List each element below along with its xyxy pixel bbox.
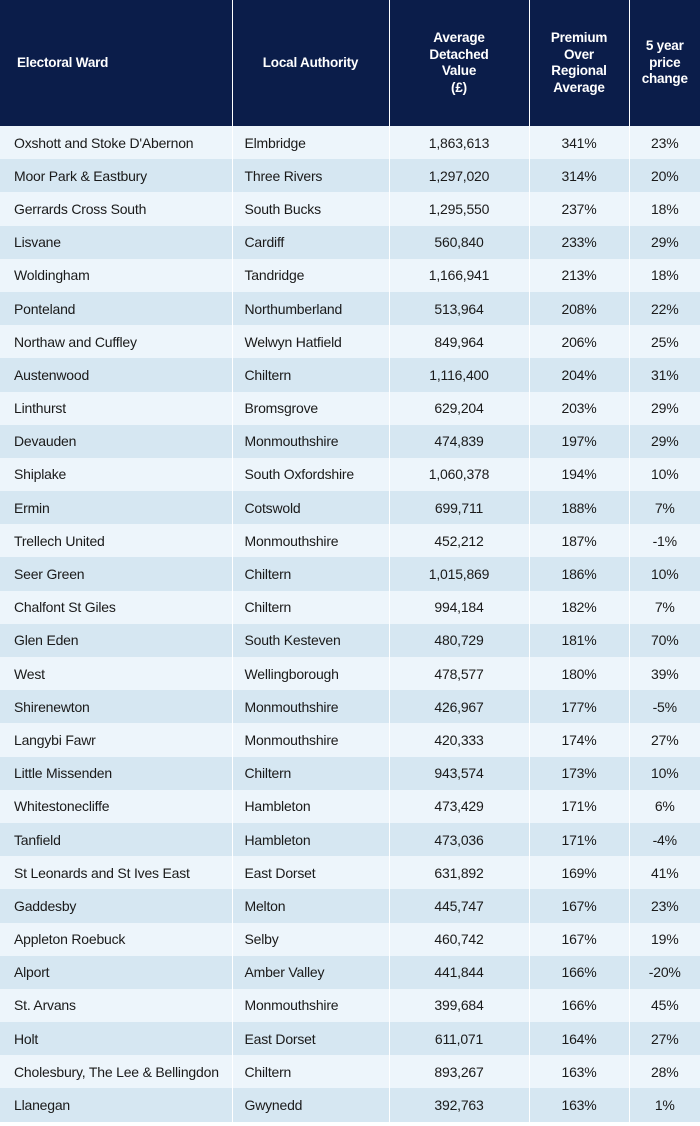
cell-local-authority: Selby bbox=[232, 923, 389, 956]
table-row bbox=[0, 292, 700, 325]
cell-premium-over-regional-average: 163% bbox=[529, 1055, 629, 1088]
table-row bbox=[0, 790, 700, 823]
cell-average-detached-value: 1,297,020 bbox=[389, 159, 529, 192]
cell-average-detached-value: 480,729 bbox=[389, 624, 529, 657]
table-row bbox=[0, 989, 700, 1022]
cell-premium-over-regional-average: 187% bbox=[529, 524, 629, 557]
table-row bbox=[0, 856, 700, 889]
cell-local-authority: Tandridge bbox=[232, 259, 389, 292]
cell-electoral-ward: Moor Park & Eastbury bbox=[0, 159, 232, 192]
cell-average-detached-value: 1,295,550 bbox=[389, 192, 529, 225]
table-header bbox=[0, 0, 700, 126]
cell-average-detached-value: 420,333 bbox=[389, 723, 529, 756]
cell-electoral-ward: Appleton Roebuck bbox=[0, 923, 232, 956]
cell-5-year-price-change: 6% bbox=[629, 790, 700, 823]
cell-5-year-price-change: -4% bbox=[629, 823, 700, 856]
header-local-authority bbox=[232, 0, 389, 126]
cell-premium-over-regional-average: 164% bbox=[529, 1022, 629, 1055]
cell-local-authority: South Kesteven bbox=[232, 624, 389, 657]
cell-5-year-price-change: 19% bbox=[629, 923, 700, 956]
header-line: price bbox=[649, 54, 681, 70]
cell-5-year-price-change: 39% bbox=[629, 657, 700, 690]
table-row bbox=[0, 126, 700, 159]
table-row bbox=[0, 392, 700, 425]
cell-premium-over-regional-average: 206% bbox=[529, 325, 629, 358]
cell-5-year-price-change: 10% bbox=[629, 557, 700, 590]
cell-electoral-ward: Trellech United bbox=[0, 524, 232, 557]
cell-electoral-ward: Woldingham bbox=[0, 259, 232, 292]
cell-average-detached-value: 399,684 bbox=[389, 989, 529, 1022]
table-row bbox=[0, 425, 700, 458]
cell-average-detached-value: 452,212 bbox=[389, 524, 529, 557]
cell-average-detached-value: 474,839 bbox=[389, 425, 529, 458]
cell-premium-over-regional-average: 163% bbox=[529, 1088, 629, 1121]
cell-premium-over-regional-average: 167% bbox=[529, 889, 629, 922]
cell-electoral-ward: Llanegan bbox=[0, 1088, 232, 1121]
table-row bbox=[0, 458, 700, 491]
cell-premium-over-regional-average: 171% bbox=[529, 790, 629, 823]
cell-average-detached-value: 478,577 bbox=[389, 657, 529, 690]
header-line: (£) bbox=[451, 79, 467, 95]
cell-5-year-price-change: 23% bbox=[629, 889, 700, 922]
cell-premium-over-regional-average: 194% bbox=[529, 458, 629, 491]
cell-electoral-ward: Gerrards Cross South bbox=[0, 192, 232, 225]
cell-local-authority: Wellingborough bbox=[232, 657, 389, 690]
cell-electoral-ward: Linthurst bbox=[0, 392, 232, 425]
cell-5-year-price-change: 22% bbox=[629, 292, 700, 325]
cell-local-authority: Welwyn Hatfield bbox=[232, 325, 389, 358]
cell-electoral-ward: Seer Green bbox=[0, 557, 232, 590]
header-premium-over-regional-average bbox=[529, 0, 629, 126]
cell-local-authority: Amber Valley bbox=[232, 956, 389, 989]
cell-electoral-ward: Lisvane bbox=[0, 226, 232, 259]
cell-electoral-ward: Devauden bbox=[0, 425, 232, 458]
cell-average-detached-value: 631,892 bbox=[389, 856, 529, 889]
cell-5-year-price-change: 29% bbox=[629, 392, 700, 425]
header-line: Electoral Ward bbox=[17, 54, 109, 70]
cell-premium-over-regional-average: 174% bbox=[529, 723, 629, 756]
cell-local-authority: Hambleton bbox=[232, 823, 389, 856]
table-row bbox=[0, 1088, 700, 1121]
table-row bbox=[0, 757, 700, 790]
cell-average-detached-value: 1,863,613 bbox=[389, 126, 529, 159]
table-row bbox=[0, 1055, 700, 1088]
cell-premium-over-regional-average: 213% bbox=[529, 259, 629, 292]
cell-5-year-price-change: 23% bbox=[629, 126, 700, 159]
cell-electoral-ward: Ponteland bbox=[0, 292, 232, 325]
cell-premium-over-regional-average: 208% bbox=[529, 292, 629, 325]
header-line: Over bbox=[564, 46, 594, 62]
cell-local-authority: Monmouthshire bbox=[232, 723, 389, 756]
cell-local-authority: Monmouthshire bbox=[232, 524, 389, 557]
cell-local-authority: East Dorset bbox=[232, 856, 389, 889]
header-line: Average bbox=[553, 79, 605, 95]
table-row bbox=[0, 259, 700, 292]
cell-5-year-price-change: 31% bbox=[629, 358, 700, 391]
table-row bbox=[0, 690, 700, 723]
header-line: Local Authority bbox=[262, 54, 359, 70]
cell-electoral-ward: Gaddesby bbox=[0, 889, 232, 922]
cell-local-authority: Monmouthshire bbox=[232, 690, 389, 723]
cell-electoral-ward: Ermin bbox=[0, 491, 232, 524]
cell-average-detached-value: 445,747 bbox=[389, 889, 529, 922]
cell-electoral-ward: Tanfield bbox=[0, 823, 232, 856]
cell-electoral-ward: West bbox=[0, 657, 232, 690]
cell-local-authority: Chiltern bbox=[232, 591, 389, 624]
header-line: change bbox=[641, 71, 688, 87]
table-row bbox=[0, 889, 700, 922]
cell-electoral-ward: Holt bbox=[0, 1022, 232, 1055]
cell-electoral-ward: St Leonards and St Ives East bbox=[0, 856, 232, 889]
cell-local-authority: Chiltern bbox=[232, 557, 389, 590]
table-row bbox=[0, 524, 700, 557]
cell-premium-over-regional-average: 341% bbox=[529, 126, 629, 159]
header-line: Average bbox=[433, 30, 485, 45]
cell-5-year-price-change: 70% bbox=[629, 624, 700, 657]
cell-electoral-ward: Alport bbox=[0, 956, 232, 989]
cell-average-detached-value: 513,964 bbox=[389, 292, 529, 325]
cell-average-detached-value: 1,015,869 bbox=[389, 557, 529, 590]
cell-electoral-ward: Cholesbury, The Lee & Bellingdon bbox=[0, 1055, 232, 1088]
cell-premium-over-regional-average: 181% bbox=[529, 624, 629, 657]
table-row bbox=[0, 823, 700, 856]
cell-5-year-price-change: -1% bbox=[629, 524, 700, 557]
cell-premium-over-regional-average: 166% bbox=[529, 956, 629, 989]
cell-5-year-price-change: 18% bbox=[629, 192, 700, 225]
cell-premium-over-regional-average: 237% bbox=[529, 192, 629, 225]
cell-5-year-price-change: 27% bbox=[629, 1022, 700, 1055]
header-5-year-price-change bbox=[629, 0, 700, 126]
cell-average-detached-value: 1,060,378 bbox=[389, 458, 529, 491]
table-row bbox=[0, 1022, 700, 1055]
cell-electoral-ward: Austenwood bbox=[0, 358, 232, 391]
cell-electoral-ward: Oxshott and Stoke D'Abernon bbox=[0, 126, 232, 159]
cell-average-detached-value: 473,036 bbox=[389, 823, 529, 856]
cell-local-authority: Gwynedd bbox=[232, 1088, 389, 1121]
cell-local-authority: Melton bbox=[232, 889, 389, 922]
cell-premium-over-regional-average: 203% bbox=[529, 392, 629, 425]
table-row bbox=[0, 491, 700, 524]
cell-5-year-price-change: 20% bbox=[629, 159, 700, 192]
cell-electoral-ward: St. Arvans bbox=[0, 989, 232, 1022]
table-row bbox=[0, 226, 700, 259]
cell-electoral-ward: Little Missenden bbox=[0, 757, 232, 790]
cell-5-year-price-change: 1% bbox=[629, 1088, 700, 1121]
cell-premium-over-regional-average: 186% bbox=[529, 557, 629, 590]
cell-average-detached-value: 699,711 bbox=[389, 491, 529, 524]
cell-5-year-price-change: 10% bbox=[629, 458, 700, 491]
cell-average-detached-value: 1,116,400 bbox=[389, 358, 529, 391]
cell-average-detached-value: 460,742 bbox=[389, 923, 529, 956]
header-electoral-ward bbox=[0, 0, 232, 126]
cell-premium-over-regional-average: 182% bbox=[529, 591, 629, 624]
cell-electoral-ward: Whitestonecliffe bbox=[0, 790, 232, 823]
cell-local-authority: South Bucks bbox=[232, 192, 389, 225]
cell-average-detached-value: 943,574 bbox=[389, 757, 529, 790]
table-row bbox=[0, 192, 700, 225]
cell-local-authority: Three Rivers bbox=[232, 159, 389, 192]
cell-local-authority: Chiltern bbox=[232, 358, 389, 391]
cell-average-detached-value: 560,840 bbox=[389, 226, 529, 259]
cell-average-detached-value: 441,844 bbox=[389, 956, 529, 989]
cell-average-detached-value: 473,429 bbox=[389, 790, 529, 823]
cell-local-authority: East Dorset bbox=[232, 1022, 389, 1055]
cell-5-year-price-change: 7% bbox=[629, 491, 700, 524]
cell-local-authority: South Oxfordshire bbox=[232, 458, 389, 491]
cell-5-year-price-change: 29% bbox=[629, 226, 700, 259]
cell-premium-over-regional-average: 204% bbox=[529, 358, 629, 391]
cell-local-authority: Chiltern bbox=[232, 1055, 389, 1088]
cell-local-authority: Bromsgrove bbox=[232, 392, 389, 425]
cell-average-detached-value: 994,184 bbox=[389, 591, 529, 624]
cell-premium-over-regional-average: 197% bbox=[529, 425, 629, 458]
cell-premium-over-regional-average: 177% bbox=[529, 690, 629, 723]
table-row bbox=[0, 723, 700, 756]
cell-5-year-price-change: 7% bbox=[629, 591, 700, 624]
cell-premium-over-regional-average: 233% bbox=[529, 226, 629, 259]
cell-premium-over-regional-average: 180% bbox=[529, 657, 629, 690]
table-row bbox=[0, 956, 700, 989]
cell-local-authority: Northumberland bbox=[232, 292, 389, 325]
cell-electoral-ward: Langybi Fawr bbox=[0, 723, 232, 756]
cell-5-year-price-change: 28% bbox=[629, 1055, 700, 1088]
table-body bbox=[0, 126, 700, 1122]
cell-electoral-ward: Glen Eden bbox=[0, 624, 232, 657]
table-row bbox=[0, 657, 700, 690]
cell-premium-over-regional-average: 171% bbox=[529, 823, 629, 856]
cell-5-year-price-change: 29% bbox=[629, 425, 700, 458]
cell-5-year-price-change: 25% bbox=[629, 325, 700, 358]
cell-premium-over-regional-average: 166% bbox=[529, 989, 629, 1022]
cell-average-detached-value: 1,166,941 bbox=[389, 259, 529, 292]
cell-local-authority: Hambleton bbox=[232, 790, 389, 823]
table-row bbox=[0, 923, 700, 956]
cell-premium-over-regional-average: 188% bbox=[529, 491, 629, 524]
cell-5-year-price-change: 45% bbox=[629, 989, 700, 1022]
cell-local-authority: Elmbridge bbox=[232, 126, 389, 159]
cell-average-detached-value: 849,964 bbox=[389, 325, 529, 358]
header-line: 5 year bbox=[645, 38, 684, 54]
cell-local-authority: Cotswold bbox=[232, 491, 389, 524]
cell-local-authority: Monmouthshire bbox=[232, 425, 389, 458]
table-row bbox=[0, 325, 700, 358]
cell-average-detached-value: 426,967 bbox=[389, 690, 529, 723]
table-row bbox=[0, 159, 700, 192]
cell-5-year-price-change: 41% bbox=[629, 856, 700, 889]
cell-average-detached-value: 611,071 bbox=[389, 1022, 529, 1055]
cell-electoral-ward: Chalfont St Giles bbox=[0, 591, 232, 624]
header-line: Value bbox=[441, 63, 477, 78]
cell-average-detached-value: 392,763 bbox=[389, 1088, 529, 1121]
cell-5-year-price-change: -5% bbox=[629, 690, 700, 723]
cell-local-authority: Chiltern bbox=[232, 757, 389, 790]
cell-average-detached-value: 893,267 bbox=[389, 1055, 529, 1088]
table-row bbox=[0, 624, 700, 657]
header-average-detached-value bbox=[389, 0, 529, 126]
cell-electoral-ward: Shiplake bbox=[0, 458, 232, 491]
cell-average-detached-value: 629,204 bbox=[389, 392, 529, 425]
cell-5-year-price-change: 18% bbox=[629, 259, 700, 292]
cell-5-year-price-change: -20% bbox=[629, 956, 700, 989]
cell-premium-over-regional-average: 169% bbox=[529, 856, 629, 889]
cell-premium-over-regional-average: 173% bbox=[529, 757, 629, 790]
table-row bbox=[0, 591, 700, 624]
header-line: Detached bbox=[429, 46, 489, 62]
cell-electoral-ward: Shirenewton bbox=[0, 690, 232, 723]
cell-local-authority: Monmouthshire bbox=[232, 989, 389, 1022]
cell-local-authority: Cardiff bbox=[232, 226, 389, 259]
cell-5-year-price-change: 27% bbox=[629, 723, 700, 756]
table-row bbox=[0, 358, 700, 391]
header-line: Regional bbox=[551, 63, 607, 78]
header-row bbox=[0, 0, 700, 126]
header-line: Premium bbox=[550, 30, 608, 45]
cell-electoral-ward: Northaw and Cuffley bbox=[0, 325, 232, 358]
table-row bbox=[0, 557, 700, 590]
cell-5-year-price-change: 10% bbox=[629, 757, 700, 790]
cell-premium-over-regional-average: 314% bbox=[529, 159, 629, 192]
cell-premium-over-regional-average: 167% bbox=[529, 923, 629, 956]
